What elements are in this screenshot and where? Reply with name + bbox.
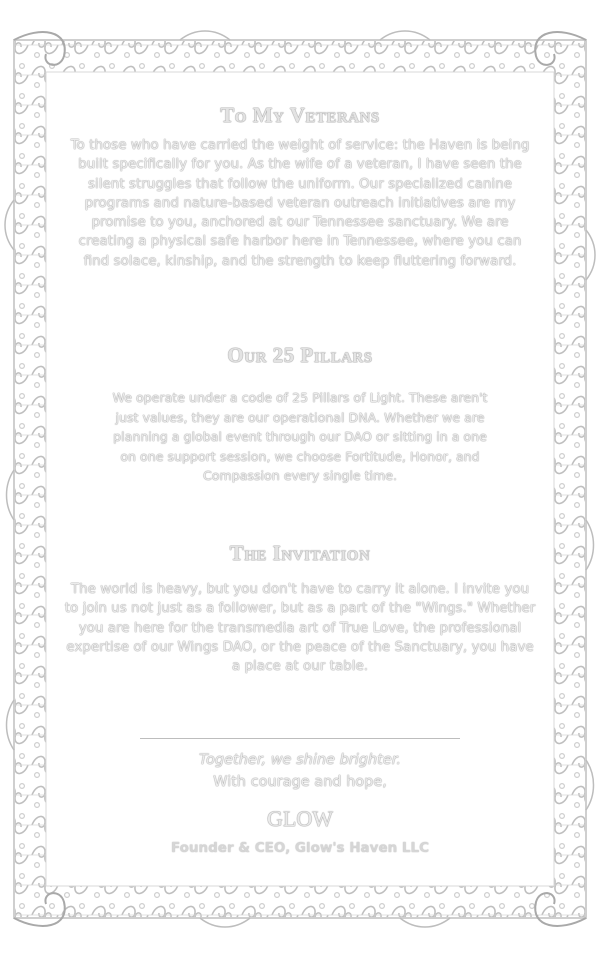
closing-line: Together, we shine brighter. [198, 752, 402, 768]
paragraph-invitation: The world is heavy, but you don't have to carry it alone. I invite you to join us not just as a follower, but as a part of the "Wings." Whether you are here for the transmedia art of True Love, the professional expertise of our Wings DAO, or the peace of the Sanctuary, you have a place at our table. [64, 581, 536, 675]
paragraph-veterans: To those who have carried the weight of service: the Haven is being built specifically for you. As the wife of a veteran, I have seen the silent struggles that follow the uniform. Our specialized canine programs and nature-based veteran outreach initiatives are my promise to you, anchored at our Tennessee sanctuary. We are creating a physical safe harbor here in Tennessee, where you can find solace, kinship, and the strength to keep fluttering forward. [70, 137, 530, 269]
heading-veterans: To My Veterans [220, 103, 380, 127]
signer-title: Founder & CEO, Glow's Haven LLC [170, 840, 430, 856]
paragraph-pillars: We operate under a code of 25 Pillars of Light. These aren't just values, they are our operational DNA. Whether we are planning a global event through our DAO or sitting in a one on one support session, we choose Fortitude, Honor, and Compassion every single time. [112, 390, 488, 484]
heading-pillars: Our 25 Pillars [227, 343, 373, 367]
signature-divider [140, 738, 460, 739]
signature: GLOW [267, 806, 333, 831]
heading-invitation: The Invitation [229, 541, 371, 565]
closing-salutation: With courage and hope, [213, 774, 387, 790]
